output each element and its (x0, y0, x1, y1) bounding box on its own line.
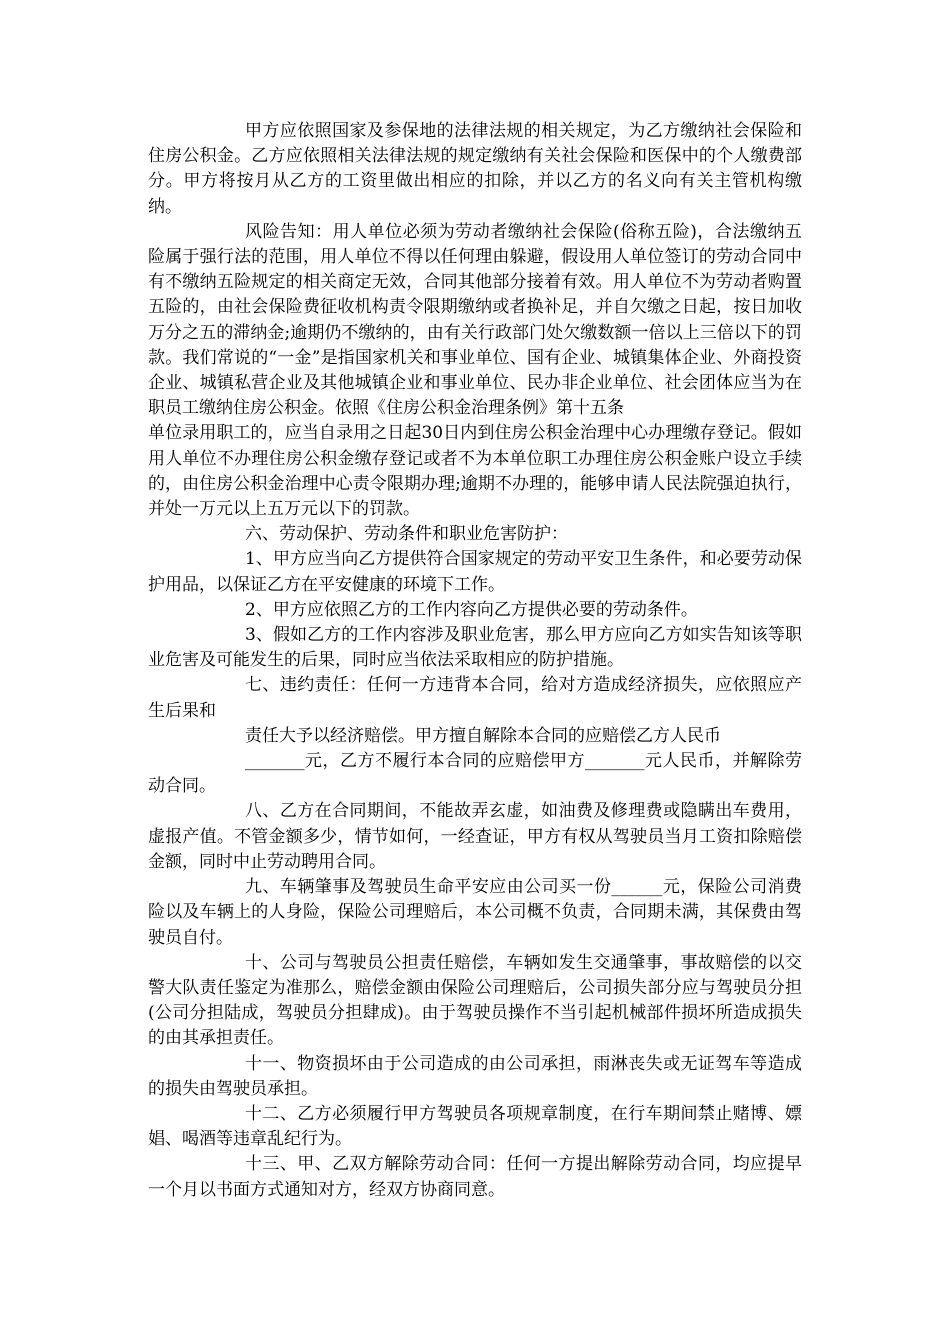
paragraph-labor-protection-2: 2、甲方应依照乙方的工作内容向乙方提供必要的劳动条件。 (245, 599, 698, 620)
section-heading-liability: 七、违约责任：任何一方违背本合同，给对方造成经济损失，应依照应产生后果和 (148, 675, 802, 721)
document-page (148, 119, 802, 1203)
section-clause-ten: 十、公司与驾驶员公担责任赔偿，车辆如发生交通肇事，事故赔偿的以交警大队责任鉴定为准那么，赔偿金额由保险公司理赔后，公司损失部分应与驾驶员分担(公司分担陆成，驾驶员分担肆成)。由于驾驶员操作不当引起机械部件损坏所造成损失的由其承担责任。 (148, 952, 802, 1049)
section-clause-eleven: 十一、物资损坏由于公司造成的由公司承担，雨淋丧失或无证驾车等造成的损失由驾驶员承担。 (148, 1053, 802, 1099)
section-clause-thirteen: 十三、甲、乙双方解除劳动合同：任何一方提出解除劳动合同，均应提早一个月以书面方式通知对方，经双方协商同意。 (148, 1154, 802, 1200)
section-clause-eight: 八、乙方在合同期间，不能故弄玄虚，如油费及修理费或隐瞒出车费用，虚报产值。不管金额多少，情节如何，一经查证，甲方有权从驾驶员当月工资扣除赔偿金额，同时中止劳动聘用合同。 (148, 801, 802, 872)
paragraph-labor-protection-1: 1、甲方应当向乙方提供符合国家规定的劳动平安卫生条件，和必要劳动保护用品，以保证乙方在平安健康的环境下工作。 (148, 549, 802, 595)
paragraph-labor-protection-3: 3、假如乙方的工作内容涉及职业危害，那么甲方应向乙方如实告知该等职业危害及可能发生的后果，同时应当依法采取相应的防护措施。 (148, 625, 802, 671)
paragraph-risk-notice: 风险告知：用人单位必须为劳动者缴纳社会保险(俗称五险)，合法缴纳五险属于强行法的范围，用人单位不得以任何理由躲避，假设用人单位签订的劳动合同中有不缴纳五险规定的相关商定无效，合同其他部分接着有效。用人单位不为劳动者购置五险的，由社会保险费征收机构责令限期缴纳或者换补足，并自欠缴之日起，按日加收万分之五的滞纳金;逾期仍不缴纳的，由有关行政部门处欠缴数额一倍以上三倍以下的罚款。我们常说的“一金”是指国家机关和事业单位、国有企业、城镇集体企业、外商投资企业、城镇私营企业及其他城镇企业和事业单位、民办非企业单位、社会团体应当为在职员工缴纳住房公积金。依照《住房公积金治理条例》第十五条 (148, 221, 802, 419)
section-clause-nine: 九、车辆肇事及驾驶员生命平安应由公司买一份______元，保险公司消费险以及车辆上的人身险，保险公司理赔后，本公司概不负责，合同期未满，其保费由驾驶员自付。 (148, 877, 802, 948)
section-clause-twelve: 十二、乙方必须履行甲方驾驶员各项规章制度，在行车期间禁止赌博、嫖娼、喝酒等违章乱纪行为。 (148, 1103, 802, 1150)
paragraph-liability-compensation: 责任大予以经济赔偿。甲方擅自解除本合同的应赔偿乙方人民币 (245, 725, 721, 746)
paragraph-social-insurance: 甲方应依照国家及参保地的法律法规的相关规定，为乙方缴纳社会保险和住房公积金。乙方应依照相关法律法规的规定缴纳有关社会保险和医保中的个人缴费部分。甲方将按月从乙方的工资里做出相应的扣除，并以乙方的名义向有关主管机构缴纳。 (148, 121, 802, 217)
section-heading-labor-protection: 六、劳动保护、劳动条件和职业危害防护： (245, 524, 568, 545)
paragraph-liability-amounts: _______元，乙方不履行本合同的应赔偿甲方_______元人民币，并解除劳动合同。 (148, 751, 802, 797)
paragraph-housing-fund-registration: 单位录用职工的，应当自录用之日起30日内到住房公积金治理中心办理缴存登记。假如用人单位不办理住房公积金缴存登记或者不为本单位职工办理住房公积金账户设立手续的，由住房公积金治理中心责令限期办理;逾期不办理的，能够申请人民法院强迫执行，并处一万元以上五万元以下的罚款。 (148, 423, 802, 520)
